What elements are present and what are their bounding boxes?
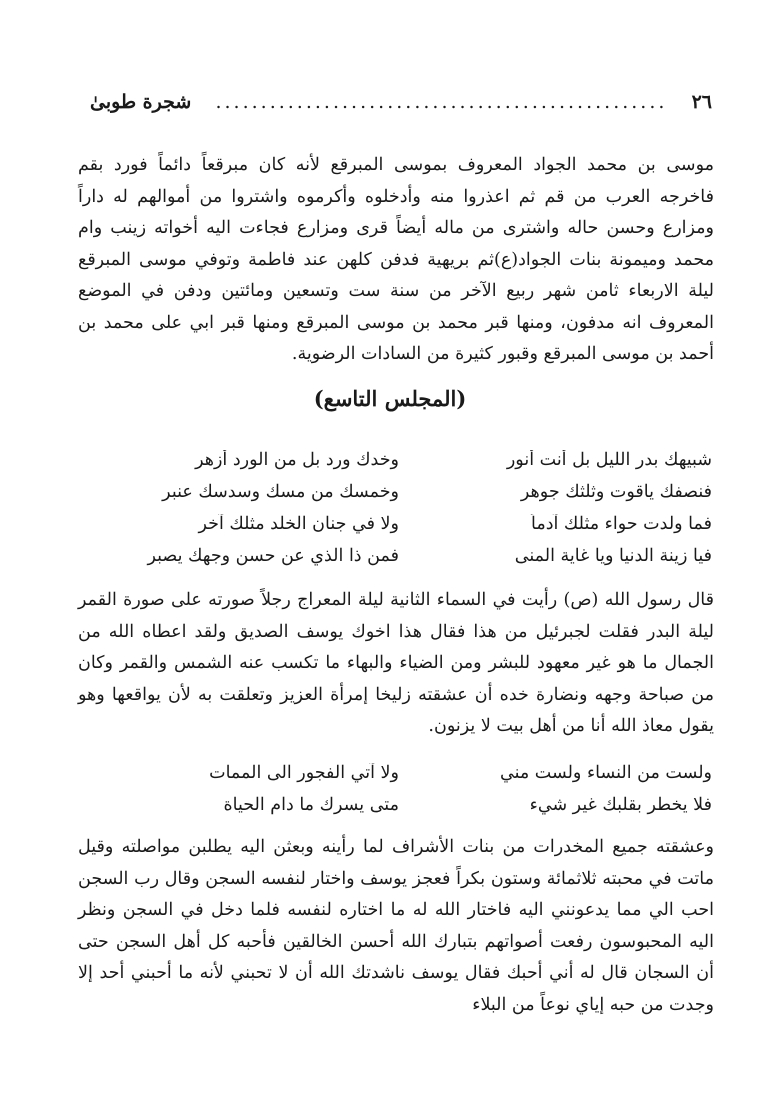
verse-second-hemistich: متى يسرك ما دام الحياة — [223, 795, 399, 815]
verse-first-hemistich: فيا زينة الدنيا ويا غاية المنى — [514, 546, 712, 566]
verse-first-hemistich: فما ولدت حواء مثلك آدماً — [530, 514, 712, 534]
poem-block-2 — [110, 757, 712, 821]
paragraph-yusuf-prison: وعشقته جميع المخدرات من بنات الأشراف لما رأينه وبعثن اليه يطلبن مواصلته وقيل ماتت في محبته ثلاثمائة وستون بكراً فعجز يوسف واختار لنفسه السجن وقال رب السجن احب الي مما يدعونني اليه فاختار الله له ما اختاره لنفسه فلما دخل في السجن ونظر اليه المحبوسون رفعت أصواتهم بتبارك الله أحسن الخالقين فأحبه كل أهل السجن حتى أن السجان قال له أني أحبك فقال يوسف ناشدتك الله أن لا تحبني لأنه ما أحبني أحد إلا وجدت من حبه إياي نوعاً من البلاء — [78, 837, 714, 1015]
poem-verse — [110, 476, 712, 508]
running-header — [90, 88, 712, 116]
verse-first-hemistich: ولست من النساء ولست مني — [500, 763, 712, 783]
poem-verse — [110, 757, 712, 789]
verse-second-hemistich: وخدك ورد بل من الورد أزهر — [195, 450, 399, 470]
poem-block-1 — [110, 444, 712, 572]
verse-first-hemistich: شبيهك بدر الليل بل أنت أنور — [506, 450, 712, 470]
section-title: (المجلس التاسع) — [313, 386, 467, 411]
verse-first-hemistich: فلا يخطر بقلبك غير شيء — [529, 795, 712, 815]
verse-second-hemistich: فمن ذا الذي عن حسن وجهك يصبر — [147, 546, 399, 566]
poem-verse — [110, 444, 712, 476]
page-number: ٢٦ — [691, 91, 712, 113]
verse-second-hemistich: وخمسك من مسك وسدسك عنبر — [162, 482, 399, 502]
poem-verse — [110, 789, 712, 821]
header-dot-leader: .................................................. — [215, 91, 668, 113]
paragraph-musa-mubarqa: موسى بن محمد الجواد المعروف بموسى المبرقع لأنه كان مبرقعاً دائماً فورد بقم فاخرجه العرب من قم ثم اعذروا منه وأدخلوه وأكرموه واشتروا من أموالهم له داراً ومزارع وحسن حاله واشترى من ماله أيضاً قرى ومزارع فجاءت اليه أخواته زينب وام محمد وميمونة بنات الجواد(ع)ثم بريهية فدفن كلهن عند فاطمة وتوفي موسى المبرقع ليلة الاربعاء ثامن شهر ربيع الآخر من سنة ست وتسعين ومائتين ودفن في الموضع المعروف انه مدفون، ومنها قبر محمد بن موسى المبرقع ومنها قبر ابي على محمد بن أحمد بن موسى المبرقع وقبور كثيرة من السادات الرضوية. — [78, 155, 714, 364]
poem-verse — [110, 508, 712, 540]
verse-second-hemistich: ولا آتي الفجور الى الممات — [209, 763, 399, 783]
poem-verse — [110, 540, 712, 572]
verse-first-hemistich: فنصفك ياقوت وثلثك جوهر — [520, 482, 712, 502]
verse-second-hemistich: ولا في جنان الخلد مثلك آخر — [198, 514, 399, 534]
book-title: شجرة طوبىٰ — [90, 91, 192, 113]
paragraph-yusuf-miraj: قال رسول الله (ص) رأيت في السماء الثانية ليلة المعراج رجلاً صورته على صورة القمر ليلة البدر فقلت لجبرئيل من هذا فقال هذا اخوك يوسف الصديق ولقد اعطاه الله من الجمال ما هو غير معهود للبشر ومن الضياء والبهاء ما تكسب عنه الشمس والقمر وكان من صباحة وجهه ونضارة خده أن عشقته زليخا إمرأة العزيز وتعلقت به لأن يواقعها وهو يقول معاذ الله أنا من أهل بيت لا يزنون. — [78, 590, 714, 736]
